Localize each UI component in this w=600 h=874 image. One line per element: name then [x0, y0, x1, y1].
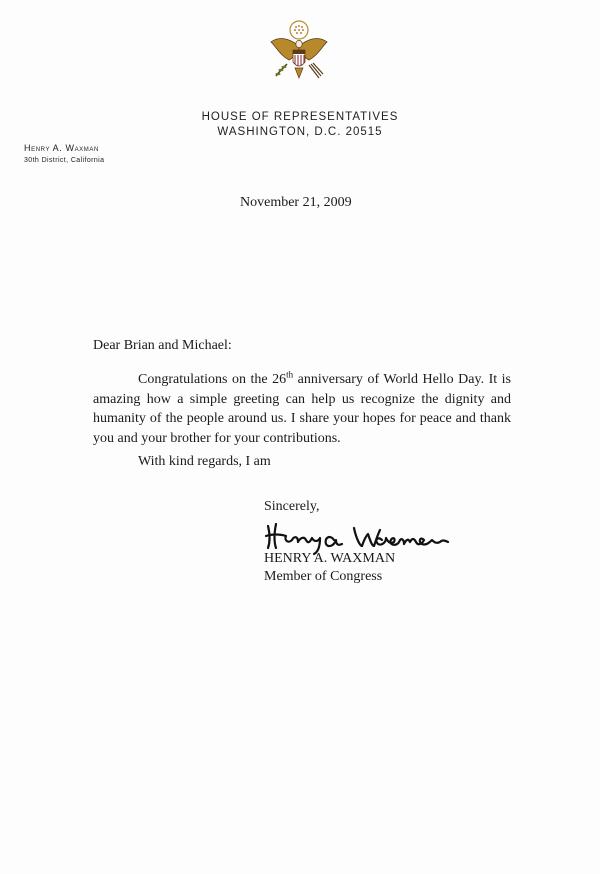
body-text-rest: anniversary of World Hello Day. It is amazing how a simple greeting can help us recognize the dignity and humanity of the people around us. I share your hopes for peace and thank you and your brother for your contributions. — [93, 372, 511, 446]
letter-date: November 21, 2009 — [240, 195, 352, 210]
letterhead — [160, 110, 440, 140]
salutation: Dear Brian and Michael: — [93, 338, 232, 353]
member-block — [24, 143, 104, 164]
body-text-start: Congratulations on the 26 — [138, 372, 287, 387]
member-district: 30th District, California — [24, 157, 105, 164]
member-name: Henry A. Waxman — [24, 143, 99, 153]
handwritten-signature — [262, 512, 462, 556]
signer-name: HENRY A. WAXMAN — [264, 551, 396, 566]
signer-title: Member of Congress — [264, 569, 383, 584]
letterhead-line-2: WASHINGTON, D.C. 20515 — [217, 126, 383, 138]
closing-line: With kind regards, I am — [138, 454, 271, 469]
eagle-seal-icon — [263, 18, 335, 90]
ordinal-suffix: th — [286, 369, 294, 380]
letter-body — [93, 370, 511, 448]
sign-off-closing: Sincerely, — [264, 499, 320, 514]
letterhead-line-1: HOUSE OF REPRESENTATIVES — [201, 111, 399, 123]
